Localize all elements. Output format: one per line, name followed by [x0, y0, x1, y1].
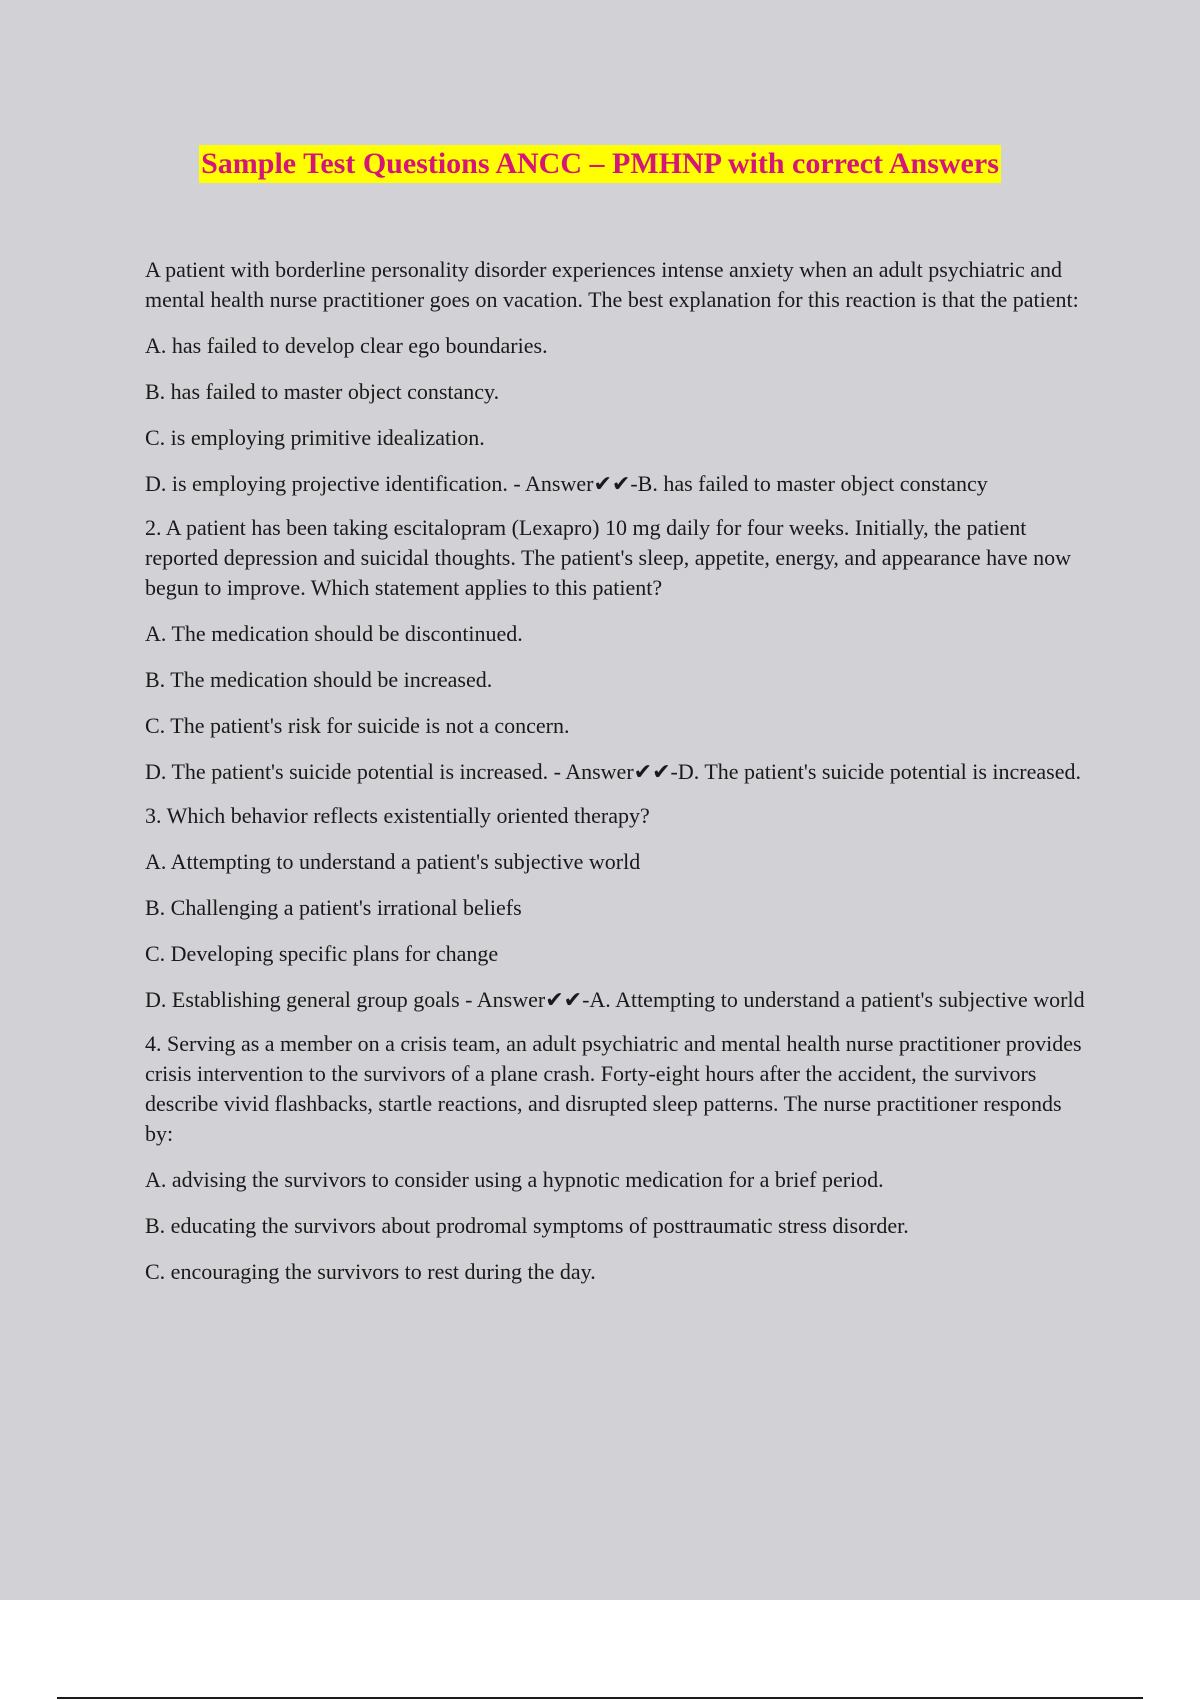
question-3-option-a: A. Attempting to understand a patient's subjective world	[145, 849, 641, 874]
footer-divider	[57, 1697, 1143, 1699]
question-1-option-b: B. has failed to master object constancy.	[145, 379, 500, 404]
question-2-option-a: A. The medication should be discontinued.	[145, 621, 523, 646]
title-container	[0, 145, 1200, 183]
question-4-stem: 4. Serving as a member on a crisis team, an adult psychiatric and mental health nurse practitioner provides crisis intervention to the survivors of a plane crash. Forty-eight hours after the accident, the survivors describe vivid flashbacks, startle reactions, and disrupted sleep patterns. The nurse practitioner responds by:	[145, 1031, 1082, 1146]
question-1-stem: A patient with borderline personality disorder experiences intense anxiety when an adult psychiatric and mental health nurse practitioner goes on vacation. The best explanation for this reaction is that the patient:	[145, 257, 1079, 312]
question-4-option-c: C. encouraging the survivors to rest during the day.	[145, 1259, 596, 1284]
question-2-option-b: B. The medication should be increased.	[145, 667, 493, 692]
question-4-option-b: B. educating the survivors about prodromal symptoms of posttraumatic stress disorder.	[145, 1213, 909, 1238]
question-2-stem: 2. A patient has been taking escitalopram (Lexapro) 10 mg daily for four weeks. Initially, the patient reported depression and suicidal thoughts. The patient's sleep, appetite, energy, and appearance have now begun to improve. Which statement applies to this patient?	[145, 515, 1072, 600]
question-3-option-b: B. Challenging a patient's irrational beliefs	[145, 895, 522, 920]
questions-body	[145, 255, 1090, 1303]
question-4-option-a: A. advising the survivors to consider using a hypnotic medication for a brief period.	[145, 1167, 884, 1192]
question-1-option-c: C. is employing primitive idealization.	[145, 425, 485, 450]
question-2-option-c: C. The patient's risk for suicide is not a concern.	[145, 713, 570, 738]
question-2-option-d-answer: D. The patient's suicide potential is increased. - Answer✔✔-D. The patient's suicide potential is increased.	[145, 759, 1081, 784]
question-1-option-d-answer: D. is employing projective identification. - Answer✔✔-B. has failed to master object constancy	[145, 471, 988, 496]
document-title: Sample Test Questions ANCC – PMHNP with correct Answers	[199, 145, 1001, 183]
question-3-option-c: C. Developing specific plans for change	[145, 941, 499, 966]
question-3-stem: 3. Which behavior reflects existentially oriented therapy?	[145, 803, 650, 828]
question-3-option-d-answer: D. Establishing general group goals - Answer✔✔-A. Attempting to understand a patient's subjective world	[145, 987, 1085, 1012]
question-1-option-a: A. has failed to develop clear ego boundaries.	[145, 333, 548, 358]
